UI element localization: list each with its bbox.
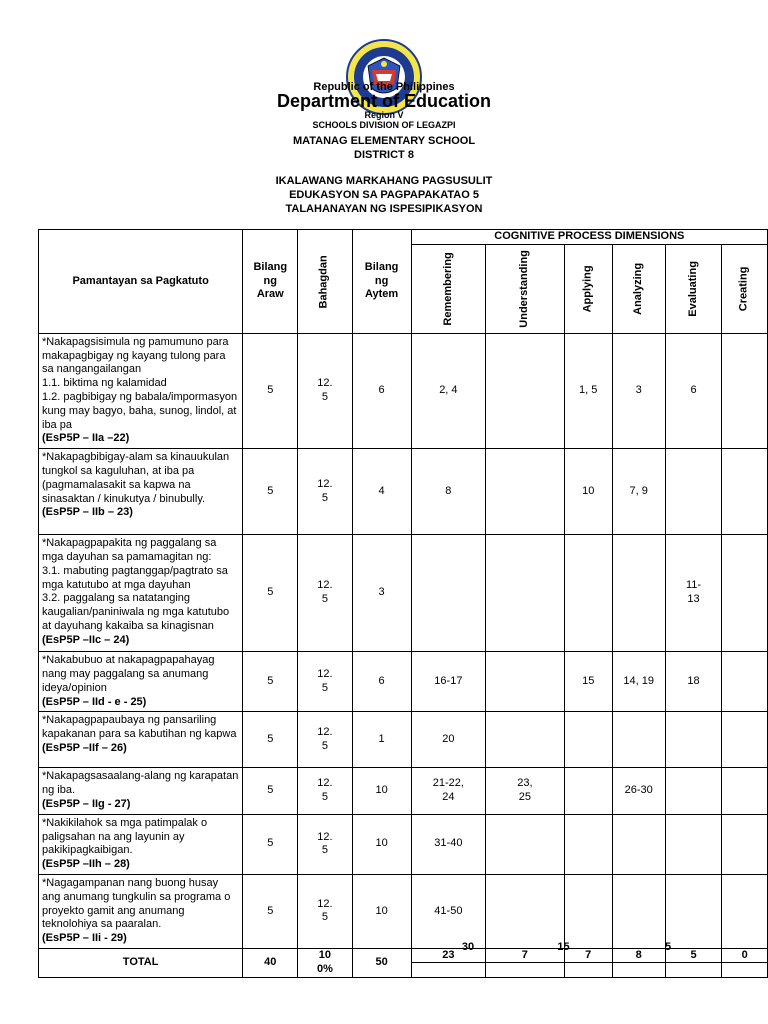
days-cell: 5 xyxy=(243,768,298,814)
evaluating-cell: 6 xyxy=(665,333,722,448)
remembering-cell: 8 xyxy=(411,449,485,535)
cpd-creating-header: Creating xyxy=(722,244,768,333)
remembering-cell: 16-17 xyxy=(411,652,485,712)
total-days: 40 xyxy=(243,948,298,977)
department-title: Department of Education xyxy=(276,91,491,111)
total-group-higher: 5 xyxy=(664,941,672,953)
competency-code: (EsP5P –IIc – 24) xyxy=(42,633,130,646)
competency-cell xyxy=(39,652,243,712)
applying-cell xyxy=(564,874,612,948)
competency-code: (EsP5P – IIg - 27) xyxy=(42,797,131,810)
total-group-lower: 30 xyxy=(461,941,475,953)
competency-code: (EsP5P – IIb – 23) xyxy=(42,506,133,519)
total-understanding-value: 7 xyxy=(486,949,564,963)
total-analyzing-value: 8 xyxy=(613,949,665,963)
cpd-evaluating-header: Evaluating xyxy=(665,244,722,333)
division-label: SCHOOLS DIVISION OF LEGAZPI xyxy=(312,120,456,130)
competency-cell xyxy=(39,814,243,874)
table-row xyxy=(39,874,768,948)
evaluating-cell xyxy=(665,449,722,535)
understanding-cell xyxy=(486,814,565,874)
total-group-middle: 15 xyxy=(557,941,570,953)
competency-code: (EsP5P – IIa –22) xyxy=(42,432,130,445)
evaluating-cell xyxy=(665,874,722,948)
applying-cell: 1, 5 xyxy=(564,333,612,448)
table-row xyxy=(39,814,768,874)
percent-header: Bahagdan xyxy=(298,230,352,334)
tos-title: TALAHANAYAN NG ISPESIPIKASYON xyxy=(285,203,483,215)
creating-cell xyxy=(722,768,768,814)
creating-cell xyxy=(722,712,768,768)
republic-label: Republic of the Philippines xyxy=(313,81,455,93)
competency-cell xyxy=(39,874,243,948)
table-row xyxy=(39,449,768,535)
competency-text: *Nakikilahok sa mga patimpalak o paligsahan na ang layunin ay pakikipagkaibigan. xyxy=(42,816,208,857)
days-cell: 5 xyxy=(243,874,298,948)
remembering-cell: 21-22, 24 xyxy=(411,768,485,814)
understanding-cell xyxy=(486,333,565,448)
percent-cell: 12. 5 xyxy=(298,535,352,652)
analyzing-cell xyxy=(612,814,665,874)
evaluating-cell xyxy=(665,768,722,814)
school-name: MATANAG ELEMENTARY SCHOOL xyxy=(292,135,476,147)
understanding-cell: 23, 25 xyxy=(486,768,565,814)
table-row xyxy=(39,652,768,712)
competency-cell xyxy=(39,712,243,768)
cpd-analyzing-header: Analyzing xyxy=(612,244,665,333)
days-header: Bilang ng Araw xyxy=(243,230,298,334)
evaluating-cell: 11- 13 xyxy=(665,535,722,652)
applying-cell xyxy=(564,768,612,814)
subject-title: EDUKASYON SA PAGPAPAKATAO 5 xyxy=(289,189,479,201)
table-row xyxy=(39,768,768,814)
items-cell: 4 xyxy=(352,449,411,535)
items-cell: 3 xyxy=(352,535,411,652)
total-evaluating-value: 5 xyxy=(666,949,722,963)
competency-text: *Nakapagsisimula ng pamumuno para makapagbigay ng kayang tulong para sa nangangailangan 1.1. biktima ng kalamidad 1.2. pagbibigay ng babala/impormasyon kung may bagyo, baha, sunog, lindol, at iba pa xyxy=(42,335,238,431)
total-items: 50 xyxy=(352,948,411,977)
items-cell: 10 xyxy=(352,874,411,948)
days-cell: 5 xyxy=(243,814,298,874)
competency-code: (EsP5P –IIf – 26) xyxy=(42,741,127,754)
remembering-cell xyxy=(411,535,485,652)
competency-text: *Nakapagsasaalang-alang ng karapatan ng iba. xyxy=(42,770,239,797)
district-label: DISTRICT 8 xyxy=(354,149,414,161)
table-of-specifications xyxy=(38,229,768,978)
cpd-header: COGNITIVE PROCESS DIMENSIONS xyxy=(411,230,767,245)
items-cell: 6 xyxy=(352,652,411,712)
remembering-cell: 41-50 xyxy=(411,874,485,948)
competency-header: Pamantayan sa Pagkatuto xyxy=(39,230,243,334)
items-cell: 10 xyxy=(352,814,411,874)
creating-cell xyxy=(722,874,768,948)
competency-text: *Nakabubuo at nakapagpapahayag nang may paggalang sa anumang ideya/opinion xyxy=(42,654,215,694)
remembering-cell: 20 xyxy=(411,712,485,768)
total-label: TOTAL xyxy=(39,948,243,977)
percent-cell: 12. 5 xyxy=(298,449,352,535)
analyzing-cell: 3 xyxy=(612,333,665,448)
days-cell: 5 xyxy=(243,652,298,712)
competency-text: *Nakapagbibigay-alam sa kinauukulan tungkol sa kaguluhan, at iba pa (pagmamalasakit sa kapwa na sinasaktan / kinukutya / binubully. xyxy=(42,451,230,505)
competency-cell xyxy=(39,333,243,448)
analyzing-cell xyxy=(612,712,665,768)
analyzing-cell: 14, 19 xyxy=(612,652,665,712)
creating-cell xyxy=(722,449,768,535)
evaluating-cell xyxy=(665,712,722,768)
applying-cell: 15 xyxy=(564,652,612,712)
total-remembering-value: 23 xyxy=(412,949,485,963)
understanding-cell xyxy=(486,535,565,652)
percent-cell: 12. 5 xyxy=(298,333,352,448)
remembering-cell: 2, 4 xyxy=(411,333,485,448)
percent-cell: 12. 5 xyxy=(298,768,352,814)
table-row xyxy=(39,535,768,652)
analyzing-cell: 7, 9 xyxy=(612,449,665,535)
table-row xyxy=(39,333,768,448)
total-applying-value: 7 xyxy=(565,949,612,963)
table-row xyxy=(39,712,768,768)
competency-code: (EsP5P –IIh – 28) xyxy=(42,858,130,871)
competency-cell xyxy=(39,535,243,652)
total-creating-value: 0 xyxy=(722,949,767,963)
percent-cell: 12. 5 xyxy=(298,814,352,874)
items-header: Bilang ng Aytem xyxy=(352,230,411,334)
understanding-cell xyxy=(486,449,565,535)
percent-cell: 12. 5 xyxy=(298,712,352,768)
days-cell: 5 xyxy=(243,449,298,535)
applying-cell: 10 xyxy=(564,449,612,535)
percent-cell: 12. 5 xyxy=(298,652,352,712)
total-percent: 10 0% xyxy=(298,948,352,977)
applying-cell xyxy=(564,712,612,768)
competency-text: *Nakapagpapaubaya ng pansariling kapakanan para sa kabutihan ng kapwa xyxy=(42,714,237,741)
total-creating xyxy=(722,948,768,977)
understanding-cell xyxy=(486,874,565,948)
exam-title: IKALAWANG MARKAHANG PAGSUSULIT xyxy=(275,175,493,187)
analyzing-cell xyxy=(612,874,665,948)
cpd-remembering-header: Remembering xyxy=(411,244,485,333)
analyzing-cell xyxy=(612,535,665,652)
percent-cell: 12. 5 xyxy=(298,874,352,948)
applying-cell xyxy=(564,814,612,874)
analyzing-cell: 26-30 xyxy=(612,768,665,814)
competency-cell xyxy=(39,449,243,535)
understanding-cell xyxy=(486,712,565,768)
cpd-applying-header: Applying xyxy=(564,244,612,333)
items-cell: 10 xyxy=(352,768,411,814)
creating-cell xyxy=(722,814,768,874)
days-cell: 5 xyxy=(243,535,298,652)
days-cell: 5 xyxy=(243,712,298,768)
remembering-cell: 31-40 xyxy=(411,814,485,874)
cpd-understanding-header: Understanding xyxy=(486,244,565,333)
competency-code: (EsP5P – IIi - 29) xyxy=(42,932,127,945)
creating-cell xyxy=(722,333,768,448)
days-cell: 5 xyxy=(243,333,298,448)
competency-cell xyxy=(39,768,243,814)
understanding-cell xyxy=(486,652,565,712)
evaluating-cell: 18 xyxy=(665,652,722,712)
competency-text: *Nagagampanan nang buong husay ang anumang tungkulin sa programa o proyekto gamit ang anumang teknolohiya sa paaralan. xyxy=(42,876,231,931)
items-cell: 1 xyxy=(352,712,411,768)
competency-code: (EsP5P – IId - e - 25) xyxy=(42,695,147,708)
evaluating-cell xyxy=(665,814,722,874)
competency-text: *Nakapagpapakita ng paggalang sa mga dayuhan sa pamamagitan ng: 3.1. mabuting pagtanggap/pagtrato sa mga katutubo at mga dayuhan 3.2. paggalang sa natatanging kaugalian/paniniwala ng mga katutubo at dayuhang kakaiba sa kinagisnan xyxy=(42,537,230,632)
items-cell: 6 xyxy=(352,333,411,448)
creating-cell xyxy=(722,535,768,652)
region-label: Region V xyxy=(364,110,404,120)
applying-cell xyxy=(564,535,612,652)
creating-cell xyxy=(722,652,768,712)
